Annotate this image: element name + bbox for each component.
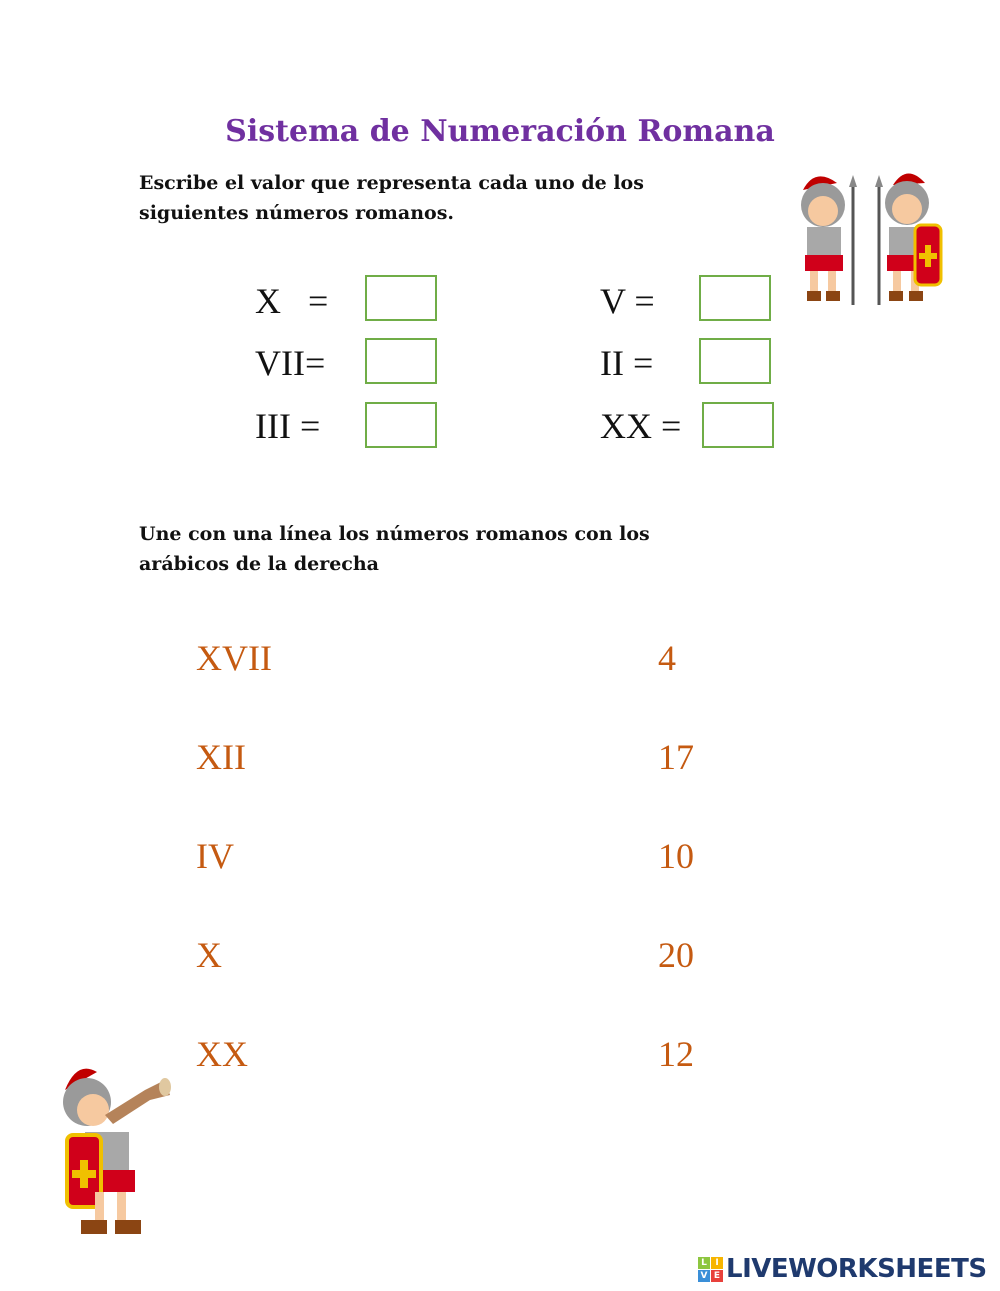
roman-label: II = (600, 343, 654, 383)
instruction-line: Escribe el valor que representa cada uno de los (139, 172, 644, 194)
answer-box[interactable] (365, 402, 437, 448)
page-title: Sistema de Numeración Romana (225, 114, 775, 149)
answer-box[interactable] (702, 402, 774, 448)
roman-item[interactable]: IV (196, 836, 234, 876)
roman-label: V = (600, 281, 655, 321)
roman-item[interactable]: X (196, 935, 222, 975)
instruction-line: Une con una línea los números romanos con los (139, 523, 650, 545)
roman-label: VII= (255, 343, 326, 383)
liveworksheets-logo (698, 1254, 987, 1284)
arabic-item[interactable]: 17 (658, 737, 694, 777)
answer-box[interactable] (699, 338, 771, 384)
answer-box[interactable] (365, 275, 437, 321)
answer-box[interactable] (699, 275, 771, 321)
instruction-line: siguientes números romanos. (139, 202, 455, 224)
roman-soldier-horn-illustration (55, 1060, 175, 1240)
logo-icon (698, 1257, 723, 1282)
arabic-item[interactable]: 10 (658, 836, 694, 876)
roman-item[interactable]: XX (196, 1034, 248, 1074)
logo-text: LIVEWORKSHEETS (726, 1254, 987, 1284)
roman-item[interactable]: XVII (196, 638, 272, 678)
arabic-item[interactable]: 12 (658, 1034, 694, 1074)
section2-instruction (139, 519, 650, 579)
logo-letter: V (698, 1270, 710, 1282)
logo-letter: L (698, 1257, 710, 1269)
roman-label: III = (255, 406, 321, 446)
roman-soldiers-illustration (785, 165, 950, 310)
arabic-item[interactable]: 20 (658, 935, 694, 975)
instruction-line: arábicos de la derecha (139, 553, 379, 575)
arabic-item[interactable]: 4 (658, 638, 676, 678)
answer-box[interactable] (365, 338, 437, 384)
roman-label: X = (255, 281, 329, 321)
roman-label: XX = (600, 406, 682, 446)
roman-item[interactable]: XII (196, 737, 246, 777)
section1-instruction (139, 168, 644, 228)
logo-letter: E (711, 1270, 723, 1282)
logo-letter: I (711, 1257, 723, 1269)
